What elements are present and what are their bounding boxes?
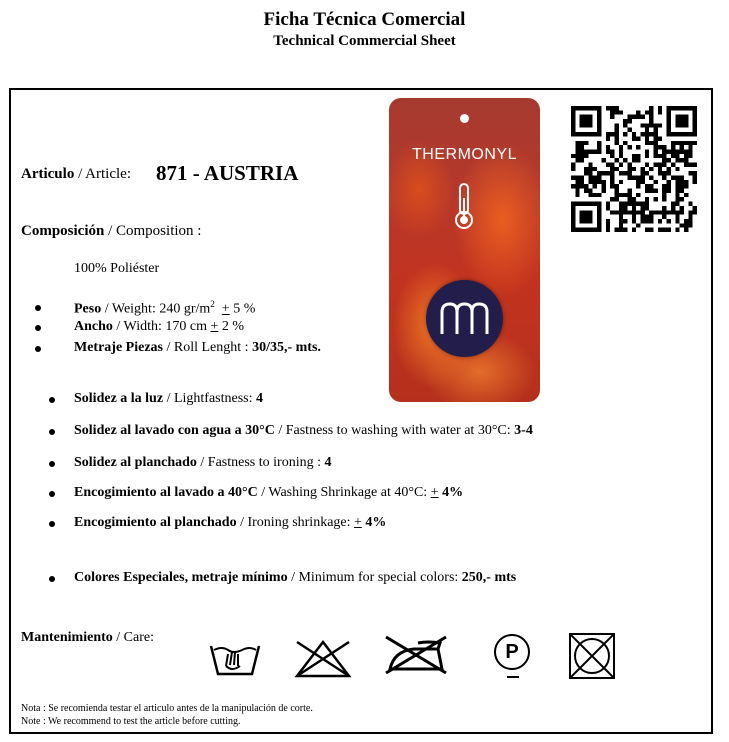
nylma-logo-mark (426, 280, 503, 357)
note-en: Note : We recommend to test the article before cutting. (21, 716, 241, 727)
tag-hole (460, 114, 469, 123)
thermonyl-tag (389, 98, 540, 486)
dry-clean-icon: P (494, 634, 530, 670)
no-bleach-icon (293, 638, 353, 680)
composition-label: Composición / Composition : (21, 223, 202, 239)
wash-fastness: Solidez al lavado con agua a 30°C / Fastness to washing with water at 30°C: 3-4 (74, 423, 533, 438)
width-spec: Ancho / Width: 170 cm + 2 % (74, 319, 245, 334)
no-iron-icon (384, 633, 450, 675)
bullet (49, 491, 55, 497)
wash-shrinkage: Encogimiento al lavado a 40°C / Washing Shrinkage at 40°C: + 4% (74, 485, 464, 500)
dry-clean-underline (507, 676, 519, 678)
composition-value: 100% Poliéster (74, 261, 160, 276)
article-value: 871 - AUSTRIA (156, 161, 299, 185)
weight-spec: Peso / Weight: 240 $gr/m^2 + 5$ % (74, 299, 256, 317)
page-title-es: Ficha Técnica Comercial (263, 9, 466, 30)
tag-brand: THERMONYL (412, 146, 517, 163)
hand-wash-icon (208, 632, 262, 678)
tag-url: www.nylma.com (431, 476, 497, 486)
bullet (49, 461, 55, 467)
lightfastness: Solidez a la luz / Lightfastness: 4 (74, 391, 263, 406)
qr-code (571, 106, 697, 232)
article-label: Articulo / Article: (21, 166, 131, 182)
bullet (35, 325, 41, 331)
thermometer-icon (452, 182, 476, 230)
roll-spec: Metraje Piezas / Roll Lenght : 30/35,- mts. (74, 340, 321, 355)
iron-shrinkage: Encogimiento al planchado / Ironing shrinkage: + 4% (74, 515, 387, 530)
note-es: Nota : Se recomienda testar el articulo antes de la manipulación de corte. (21, 703, 313, 714)
bullet (49, 521, 55, 527)
care-label: Mantenimiento / Care: (21, 630, 154, 645)
bullet (35, 305, 41, 311)
page-title-en: Technical Commercial Sheet (273, 33, 456, 49)
bullet (49, 397, 55, 403)
no-tumble-dry-icon (568, 632, 616, 680)
bullet (49, 576, 55, 582)
bullet (49, 429, 55, 435)
nylma-logo (426, 280, 503, 357)
special-colors: Colores Especiales, metraje mínimo / Minimum for special colors: 250,- mts (74, 570, 517, 585)
bullet (35, 346, 41, 352)
iron-fastness: Solidez al planchado / Fastness to ironing : 4 (74, 455, 332, 470)
